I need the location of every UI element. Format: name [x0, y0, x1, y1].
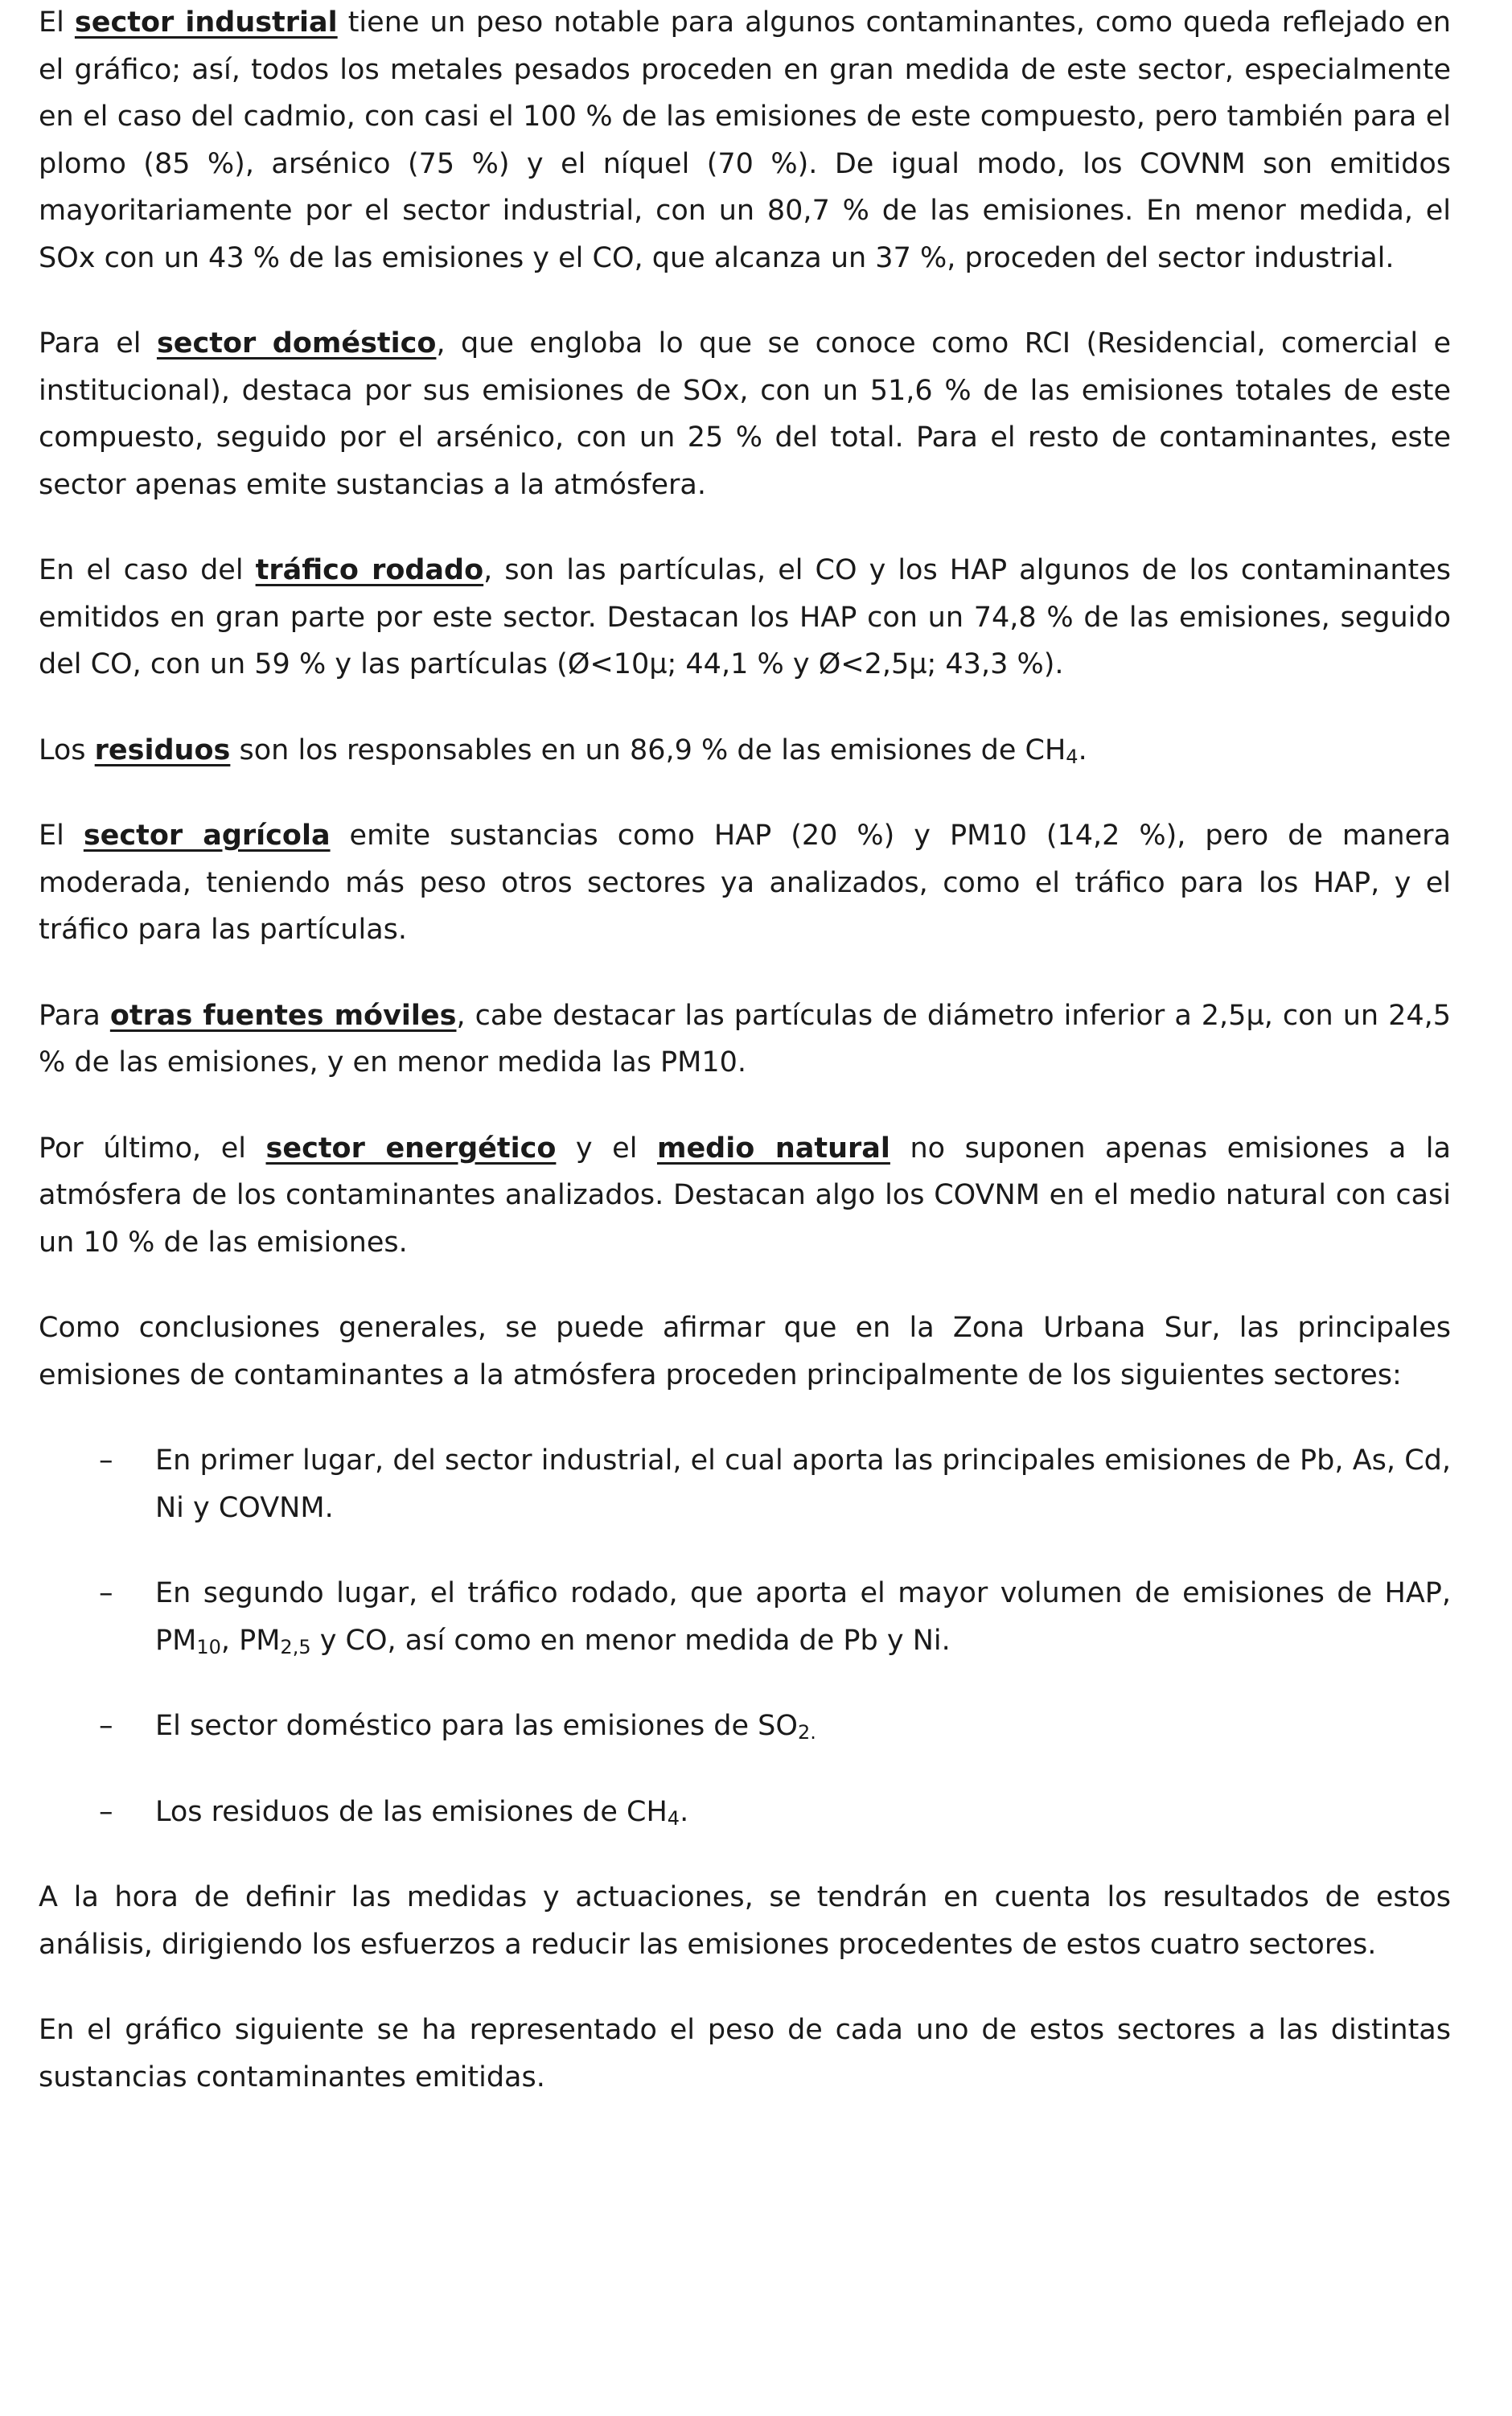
keyword-sector-energetico: sector energético — [265, 1132, 557, 1165]
list-item — [39, 1437, 1451, 1531]
keyword-sector-agricola: sector agrícola — [83, 820, 331, 852]
keyword-otras-fuentes-moviles: otras fuentes móviles — [109, 999, 457, 1032]
list-item — [39, 1703, 1451, 1750]
text: y CO, así como en menor medida de Pb y Ni. — [310, 1624, 951, 1657]
text: . — [1078, 733, 1087, 766]
text: El — [39, 820, 84, 852]
subscript: 10 — [196, 1635, 221, 1658]
keyword-medio-natural: medio natural — [656, 1132, 890, 1165]
text: son los responsables en un 86,9 % de las emisiones de CH — [230, 733, 1066, 766]
keyword-residuos: residuos — [94, 733, 231, 766]
text: El — [39, 6, 75, 39]
paragraph-medidas: A la hora de definir las medidas y actuaciones, se tendrán en cuenta los resultados de estos análisis, dirigiendo los esfuerzos a reducir las emisiones procedentes de estos cuatro sectores. — [39, 1881, 1451, 1961]
text: , cabe destacar las partículas de diámetro inferior a 2,5µ, con un 24,5 % de las emisiones, y en menor medida las PM10. — [39, 999, 1452, 1079]
keyword-sector-domestico: sector doméstico — [156, 327, 437, 360]
text: no suponen apenas emisiones a la atmósfera de los contaminantes analizados. Destacan algo los COVNM en el medio natural con casi un 10 % de las emisiones. — [39, 1132, 1451, 1259]
text: , PM — [220, 1624, 281, 1657]
text: Por último, el — [39, 1132, 266, 1165]
text: Para — [39, 999, 110, 1032]
subscript: 4 — [1066, 745, 1079, 768]
subscript: 4 — [667, 1806, 680, 1830]
paragraph-conclusiones: Como conclusiones generales, se puede afirmar que en la Zona Urbana Sur, las principales emisiones de contaminantes a la atmósfera proceden principalmente de los siguientes sectores: — [39, 1312, 1451, 1391]
text: , que engloba lo que se conoce como RCI (Residencial, comercial e institucional), destaca por sus emisiones de SOx, con un 51,6 % de las emisiones totales de este compuesto, seguido por el arsénico, con un 25 % del total. Para el resto de contaminantes, este sector apenas emite sustancias a la atmósfera. — [39, 327, 1452, 501]
text: tiene un peso notable para algunos contaminantes, como queda reflejado en el gráfico; así, todos los metales pesados proceden en gran medida de este sector, especialmente en el caso del cadmio, con casi el 100 % de las emisiones de este compuesto, pero también para el plomo (85 %), arsénico (75 %) y el níquel (70 %). De igual modo, los COVNM son emitidos mayoritariamente por el sector industrial, con un 80,7 % de las emisiones. En menor medida, el SOx con un 43 % de las emisiones y el CO, que alcanza un 37 %, proceden del sector industrial. — [39, 6, 1451, 274]
subscript: 2,5 — [280, 1635, 311, 1658]
text: y el — [556, 1132, 657, 1165]
text: En segundo lugar, el tráfico rodado, que aporta el mayor volumen de emisiones de HAP, PM — [155, 1577, 1451, 1657]
paragraph-grafico: En el gráfico siguiente se ha representado el peso de cada uno de estos sectores a las distintas sustancias contaminantes emitidas. — [39, 2014, 1451, 2093]
dash-bullet: – — [99, 1444, 113, 1477]
text: El sector doméstico para las emisiones de SO — [155, 1710, 798, 1742]
dash-bullet: – — [99, 1577, 113, 1609]
dash-bullet: – — [99, 1795, 113, 1828]
text: Los — [39, 733, 95, 766]
list-item — [39, 1570, 1451, 1664]
paragraph-trafico-rodado — [39, 547, 1451, 688]
subscript: 2. — [797, 1721, 816, 1744]
conclusions-list — [39, 1437, 1451, 1835]
list-item — [39, 1789, 1451, 1836]
text: , son las partículas, el CO y los HAP algunos de los contaminantes emitidos en gran parte por este sector. Destacan los HAP con un 74,8 % de las emisiones, seguido del CO, con un 59 % y las partículas (Ø<10µ; 44,1 % y Ø<2,5µ; 43,3 %). — [39, 554, 1452, 680]
paragraph-sector-agricola — [39, 812, 1451, 954]
text: En primer lugar, del sector industrial, el cual aporta las principales emisiones de Pb, As, Cd, Ni y COVNM. — [155, 1444, 1451, 1524]
text: . — [680, 1795, 689, 1828]
document-page — [39, 0, 1451, 2101]
paragraph-sector-industrial — [39, 0, 1451, 281]
text: Para el — [39, 327, 157, 360]
dash-bullet: – — [99, 1710, 113, 1742]
paragraph-energetico-natural — [39, 1125, 1451, 1267]
paragraph-otras-fuentes-moviles — [39, 992, 1451, 1087]
paragraph-sector-domestico — [39, 320, 1451, 508]
paragraph-residuos — [39, 727, 1451, 775]
keyword-sector-industrial: sector industrial — [74, 6, 338, 39]
text: En el caso del — [39, 554, 256, 586]
text: Los residuos de las emisiones de CH — [155, 1795, 668, 1828]
keyword-trafico-rodado: tráfico rodado — [255, 554, 484, 586]
text: emite sustancias como HAP (20 %) y PM10 (14,2 %), pero de manera moderada, teniendo más peso otros sectores ya analizados, como el tráfico para los HAP, y el tráfico para las partículas. — [39, 820, 1451, 946]
